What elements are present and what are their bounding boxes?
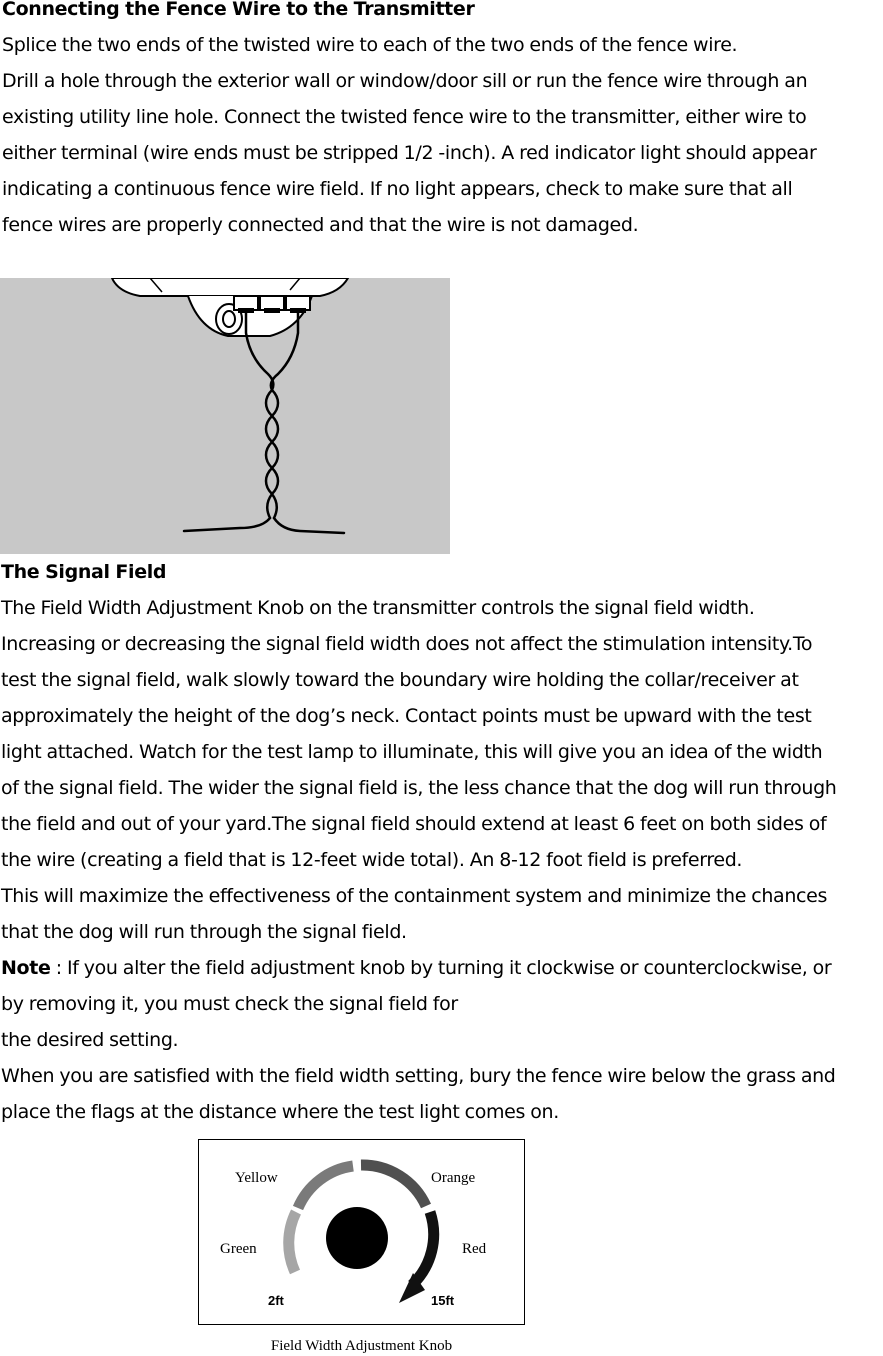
red-segment — [412, 1212, 434, 1285]
paragraph-line: indicating a continuous fence wire field. If no light appears, check to make sure that all — [2, 178, 793, 200]
paragraph-line: the desired setting. — [1, 1029, 179, 1051]
transmitter-body — [112, 278, 348, 296]
terminal-icon — [260, 296, 284, 310]
figure-caption: Field Width Adjustment Knob — [270, 1338, 453, 1354]
paragraph-line: either terminal (wire ends must be stripped 1/2 -inch). A red indicator light should appear — [2, 142, 817, 164]
label-max: 15ft — [431, 1293, 455, 1308]
yellow-segment — [298, 1166, 353, 1208]
terminal-icon — [286, 296, 310, 310]
paragraph-line: This will maximize the effectiveness of the containment system and minimize the chances — [1, 885, 828, 907]
paragraph-line: test the signal field, walk slowly toward the boundary wire holding the collar/receiver at — [1, 669, 799, 691]
field-width-knob-figure — [198, 1139, 525, 1325]
terminal-icon — [234, 296, 258, 310]
paragraph-line: place the flags at the distance where the test light comes on. — [1, 1101, 559, 1123]
label-green: Green — [220, 1241, 257, 1257]
paragraph-line: Increasing or decreasing the signal field width does not affect the stimulation intensity.To — [1, 633, 813, 655]
paragraph-line: by removing it, you must check the signal field for — [1, 993, 458, 1015]
label-orange: Orange — [431, 1170, 476, 1186]
paragraph-line: Splice the two ends of the twisted wire to each of the two ends of the fence wire. — [2, 34, 738, 56]
paragraph-line: approximately the height of the dog’s neck. Contact points must be upward with the test — [1, 705, 812, 727]
section-heading: Connecting the Fence Wire to the Transmitter — [2, 0, 475, 20]
paragraph-line: of the signal field. The wider the signal field is, the less chance that the dog will run through — [1, 777, 837, 799]
paragraph-line: The Field Width Adjustment Knob on the transmitter controls the signal field width. — [1, 597, 755, 619]
label-yellow: Yellow — [235, 1170, 278, 1186]
label-red: Red — [462, 1241, 487, 1257]
paragraph-line: that the dog will run through the signal field. — [1, 921, 407, 943]
transmitter-wire-drawing — [0, 278, 450, 554]
paragraph-line: existing utility line hole. Connect the twisted fence wire to the transmitter, either wire to — [2, 106, 807, 128]
twisted-wire — [184, 312, 344, 533]
paragraph-line: the field and out of your yard.The signal field should extend at least 6 feet on both sides of — [1, 813, 827, 835]
paragraph-line: Drill a hole through the exterior wall or window/door sill or run the fence wire through an — [2, 70, 808, 92]
section-fence-wire — [2, 0, 816, 243]
note-line — [1, 950, 837, 986]
note-text: : If you alter the field adjustment knob by turning it clockwise or counterclockwise, or — [50, 957, 832, 979]
section-heading: The Signal Field — [1, 561, 167, 583]
label-min: 2ft — [268, 1293, 284, 1308]
orange-segment — [361, 1165, 426, 1206]
paragraph-line: When you are satisfied with the field width setting, bury the fence wire below the grass and — [1, 1065, 836, 1087]
paragraph-line: light attached. Watch for the test lamp to illuminate, this will give you an idea of the width — [1, 741, 823, 763]
knob-diagram — [199, 1140, 524, 1324]
note-label: Note — [1, 957, 51, 979]
section-signal-field — [1, 554, 837, 1130]
transmitter-wire-illustration — [0, 278, 450, 554]
knob-icon — [326, 1207, 388, 1269]
paragraph-line: the wire (creating a field that is 12-feet wide total). An 8-12 foot field is preferred. — [1, 849, 743, 871]
paragraph-line: fence wires are properly connected and that the wire is not damaged. — [2, 214, 639, 236]
green-segment — [289, 1212, 296, 1272]
